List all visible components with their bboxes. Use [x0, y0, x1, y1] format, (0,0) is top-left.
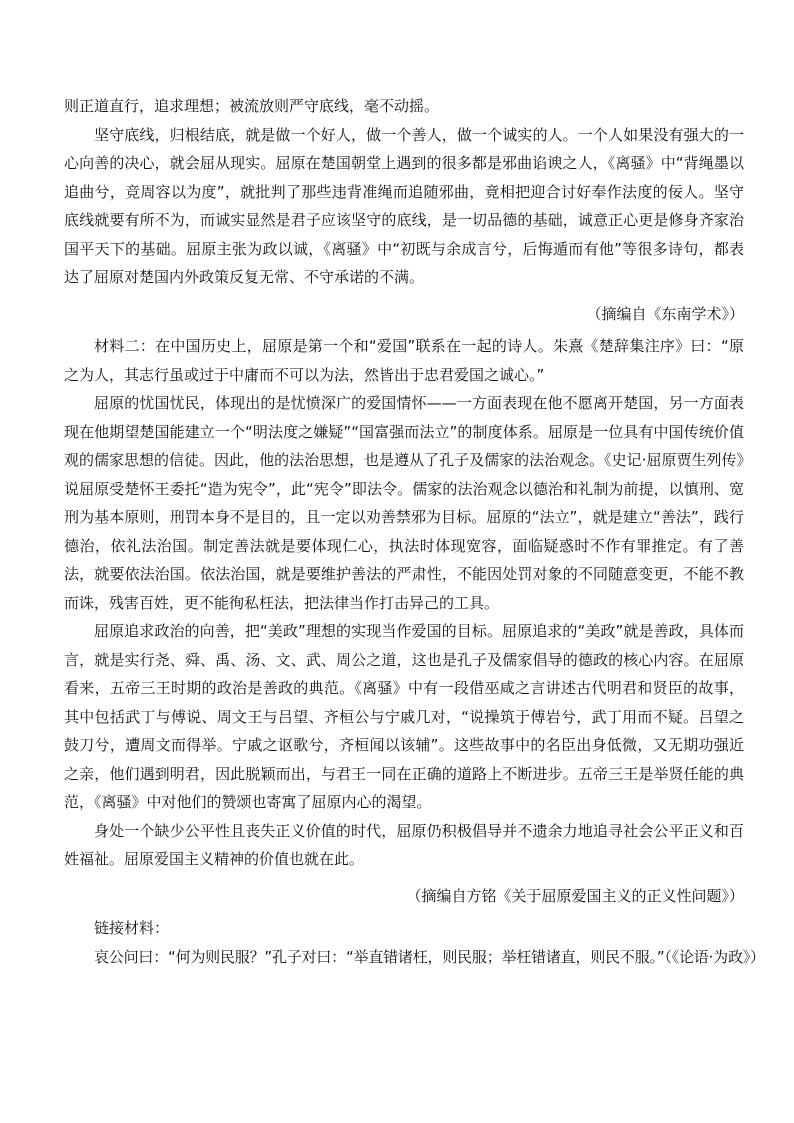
- paragraph-good-governance: 屈原追求政治的向善，把“美政”理想的实现当作爱国的目标。屈原追求的“美政”就是善政，具体而言，就是实行尧、舜、禹、汤、文、武、周公之道，这也是孔子及儒家倡导的德政的核心内容。在屈原看来，五帝三王时期的政治是善政的典范。《离骚》中有一段借巫咸之言讲述古代明君和贤臣的故事，其中包括武丁与傅说、周文王与吕望、齐桓公与宁戚几对，“说操筑于傅岩兮，武丁用而不疑。吕望之鼓刀兮，遭周文而得举。宁戚之讴歌兮，齐桓闻以该辅”。这些故事中的名臣出身低微，又无期功强近之亲，他们遇到明君，因此脱颖而出，与君王一同在正确的道路上不断进步。五帝三王是举贤任能的典范，《离骚》中对他们的赞颂也寄寓了屈原内心的渴望。: [64, 622, 744, 811]
- source-citation-2: （摘编自方铭《关于屈原爱国主义的正义性问题》）: [406, 886, 744, 905]
- paragraph-material-two: 材料二：在中国历史上，屈原是第一个和“爱国”联系在一起的诗人。朱熹《楚辞集注序》曰：“原之为人，其志行虽或过于中庸而不可以为法，然皆出于忠君爱国之诚心。”: [64, 337, 744, 384]
- document-body: [64, 92, 765, 971]
- linked-material-quote: 哀公问曰：“何为则民服？”孔子对曰：“举直错诸枉，则民服；举枉错诸直，则民不服。”（《论语·为政》）: [94, 947, 765, 966]
- paragraph-bottom-line: 坚守底线，归根结底，就是做一个好人，做一个善人，做一个诚实的人。一个人如果没有强大的一心向善的决心，就会屈从现实。屈原在楚国朝堂上遇到的很多都是邪曲谄谀之人，《离骚》中“背绳墨以追曲兮，竞周容以为度”，就批判了那些违背准绳而追随邪曲，竟相把迎合讨好奉作法度的佞人。坚守底线就要有所不为，而诚实显然是君子应该坚守的底线，是一切品德的基础，诚意正心更是修身齐家治国平天下的基础。屈原主张为政以诚，《离骚》中“初既与余成言兮，后悔遁而有他”等很多诗句，都表达了屈原对楚国内外政策反复无常、不守承诺的不满。: [64, 125, 744, 286]
- paragraph-justice: 身处一个缺少公平性且丧失正义价值的时代，屈原仍积极倡导并不遗余力地追寻社会公平正义和百姓福祉。屈原爱国主义精神的价值也就在此。: [64, 821, 744, 868]
- paragraph-continuation: 则正道直行，追求理想；被流放则严守底线，毫不动摇。: [64, 97, 440, 115]
- source-citation-1: （摘编自《东南学术》）: [586, 304, 744, 323]
- paragraph-rule-of-law: 屈原的忧国忧民，体现出的是忧愤深广的爱国情怀——一方面表现在他不愿离开楚国，另一方面表现在他期望楚国能建立一个“明法度之嫌疑”“国富强而法立”的制度体系。屈原是一位具有中国传统价值观的儒家思想的信徒。因此，他的法治思想，也是遵从了孔子及儒家的法治观念。《史记·屈原贾生列传》说屈原受楚怀王委托“造为宪令”，此“宪令”即法令。儒家的法治观念以德治和礼制为前提，以慎刑、宽刑为基本原则，刑罚本身不是目的，且一定以劝善禁邪为目标。屈原的“法立”，就是建立“善法”，践行德治，依礼法治国。制定善法就是要体现仁心，执法时体现宽容，面临疑惑时不作有罪推定。有了善法，就要依法治国。依法治国，就是要维护善法的严肃性，不能因处罚对象的不同随意变更，不能不教而诛，残害百姓，更不能徇私枉法，把法律当作打击异己的工具。: [64, 394, 744, 612]
- linked-material-heading: 链接材料：: [94, 919, 170, 937]
